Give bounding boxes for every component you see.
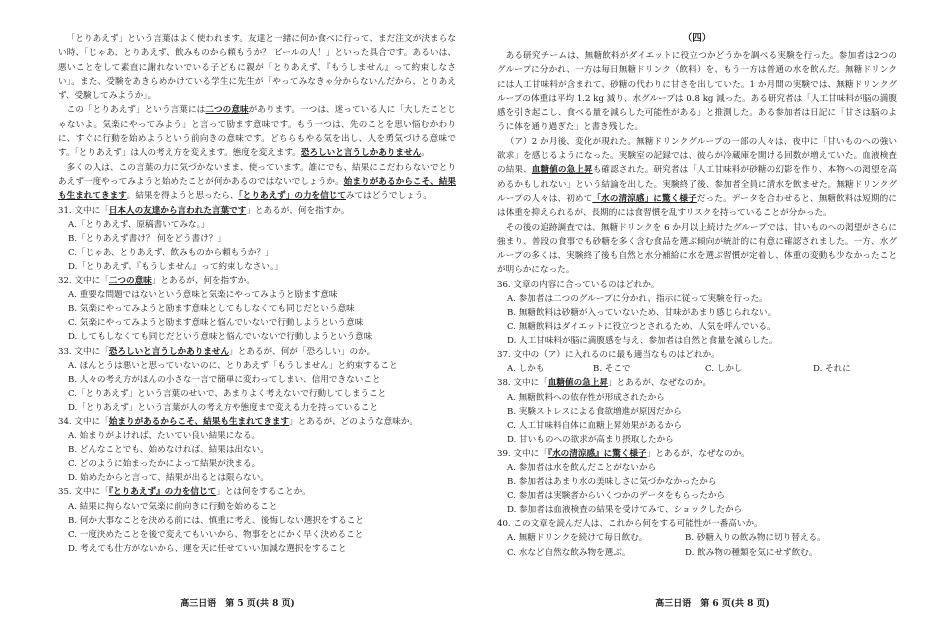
question-31 (58, 204, 456, 274)
option-a[interactable]: A.「とりあえず、原稿書いてみな。」 (68, 219, 210, 230)
question-number: 38. (497, 378, 511, 389)
option-a[interactable]: A. 参加者は水を飲んだことがないから (507, 462, 657, 473)
option-d[interactable]: D. それに (813, 364, 851, 375)
question-number: 36. (497, 279, 511, 290)
question-36 (497, 278, 897, 348)
option-a[interactable]: A. 始まりがよければ、たいてい良い結果になる。 (68, 431, 261, 442)
option-c[interactable]: C.「とりあえず」という言葉のせいで、あまりよく考えないで行動してしまうこと (68, 388, 387, 399)
option-b[interactable]: B.「とりあえず書け？ 何をどう書け？」 (68, 233, 226, 244)
option-b[interactable]: B. 砂糖入りの飲み物に切り替える。 (685, 533, 826, 544)
question-number: 39. (497, 448, 511, 459)
question-number: 34. (58, 416, 72, 427)
option-a[interactable]: A. 重要な問題ではないという意味と気楽にやってみようと励ます意味 (68, 290, 338, 301)
question-stem (497, 278, 897, 292)
text-span: だった。データを合わせると、無糖飲料は短期的には体重を抑えられるが、長期的には食習慣を乱すリスクを持っていることが分かった。 (497, 193, 897, 219)
question-stem (497, 447, 897, 461)
section-title: （四） (682, 33, 712, 44)
text-span: 多くの人は、この言葉の力に気づかないまま、使っています。誰にでも、結果にこだわらないでとりあえず一度やってみようと始めたことが何かあるのではないでしょうか。 (58, 162, 456, 187)
option-d[interactable]: D. してもしなくても同じだという意味と悩んでいないで行動しようという意味 (68, 332, 373, 343)
right-page (475, 0, 950, 631)
text-span: 」とあるが、なぜなのか。 (646, 448, 750, 459)
passage-paragraph-2 (58, 103, 456, 160)
question-stem (497, 376, 897, 390)
option-b[interactable]: B. 無糖飲料は砂糖が入っていないため、甘味があまり感じられない。 (507, 307, 777, 318)
option-a[interactable]: A. 結果に拘らないで気楽に前向きに行動を始めること (68, 501, 278, 512)
option-b[interactable]: B. 何か大事なことを決める前には、慎重に考え、後悔しない選択をすること (68, 515, 364, 526)
option-b[interactable]: B. 実験ストレスによる食欲増進が原因だから (507, 406, 682, 417)
option-d[interactable]: D.「とりあえず」という言葉が人の考え方や態度まで変える力を持っていること (68, 402, 379, 413)
option-b[interactable]: B. どんなことでも、始めなければ、結果は出ない。 (68, 445, 269, 456)
text-span: この「とりあえず」という言葉には (66, 105, 206, 116)
question-number: 31. (58, 205, 72, 216)
text-span: 文章の内容に合っているのはどれか。 (513, 279, 660, 290)
option-c[interactable]: C. しかし (705, 364, 743, 375)
option-b[interactable]: B. そこで (593, 364, 631, 375)
question-stem (58, 485, 456, 499)
question-37 (497, 348, 897, 376)
underlined-phrase: 日本人の友達から言われた言葉です (108, 205, 247, 216)
text-span: 」とあるが、どのような意味か。 (289, 416, 419, 427)
option-d[interactable]: D. 始めたからと言って、結果が出るとは限らない。 (68, 473, 269, 484)
text-span: 」とあるが、何を指すか。 (151, 276, 255, 287)
question-number: 40. (497, 519, 511, 530)
underlined-phrase-scary: 恐ろしいと言うしかありません (300, 148, 422, 159)
underlined-phrase-two-meanings: 二つの意味 (205, 105, 249, 116)
option-c[interactable]: C. 水など自然な飲み物を選ぶ。 (507, 547, 631, 558)
underlined-phrase: 始まりがあるからこそ、結果も生まれてきます (108, 416, 290, 427)
option-a[interactable]: A. ほんとうは悪いと思っていないのに、とりあえず「もうしません」と約束すること (68, 360, 398, 371)
text-span: 文中に「 (74, 487, 109, 498)
passage-paragraph-1: 「とりあえず」という言葉はよく使われます。友達と一緒に何か食べに行って、まだ注文が決まらない時、「じゃあ、とりあえず、飲みものから頼もうか？ ビールの人！」といった具合です。あるいは、悪いことをして素直に謝れないでいる子どもに親が「とりあえず、『もうしません』って約束しなさい」。また、受験をあきらめかけている学生に先生が「やってみなきゃ分からないんだから、とりあえず、受験してみようか」。 (58, 34, 456, 102)
option-c[interactable]: C. 一度決めたことを後で変えてもいいから、物事をとにかく早く決めること (68, 529, 364, 540)
underlined-phrase: 二つの意味 (108, 276, 152, 287)
underlined-phrase: 『水の清涼感』に驚く様子 (547, 448, 647, 459)
text-span: 文中の（ア）に入れるのに最も適当なものはどれか。 (513, 350, 720, 361)
text-span: 」とあるが、何が「恐ろしい」のか。 (229, 346, 376, 357)
passage-paragraph-2 (497, 135, 897, 221)
underlined-phrase: 恐ろしいと言うしかありません (108, 346, 230, 357)
right-column (497, 32, 897, 560)
underlined-phrase-beginning: 始まりがあるからこそ、結果も生まれてきます (58, 176, 456, 202)
option-a[interactable]: A. 無糖飲料への依存性が形成されたから (507, 392, 665, 403)
question-number: 32. (58, 276, 72, 287)
question-40 (497, 517, 897, 559)
question-32 (58, 274, 456, 344)
question-34 (58, 415, 456, 485)
options-grid (507, 531, 897, 559)
underlined-phrase-water: 「水の清涼感」に驚く様子 (592, 193, 697, 204)
option-b[interactable]: B. 人々の考え方がほんの小さな一言で簡単に変わってしまい、信用できないこと (68, 374, 381, 385)
option-c[interactable]: C. 無糖飲料はダイエットに役立つとされるため、人気を呼んでいる。 (507, 322, 776, 333)
option-a[interactable]: A. しかも (507, 364, 545, 375)
page-footer: 高三日语 第 5 页(共 8 页) (180, 599, 295, 609)
text-span: 文中に「 (74, 205, 109, 216)
question-stem (58, 345, 456, 359)
option-c[interactable]: C. 気楽にやってみようと励ます意味と悩んでいないで行動しようという意味 (68, 318, 364, 329)
text-span: この文章を読んだ人は、これから何をする可能性が一番高いか。 (513, 519, 763, 530)
option-a[interactable]: A. 無糖ドリンクを続けて毎日飲む。 (507, 533, 648, 544)
passage-paragraph-1: ある研究チームは、無糖飲料がダイエットに役立つかどうかを調べる実験を行った。参加者は2つのグループに分かれ、一方は毎日無糖ドリンク（飲料）を、もう一方は普通の水を飲んだ。無糖ドリンクには人工甘味料が含まれて、砂糖の代わりに甘さを出していた。1 か月間の実験では、無糖ドリンクグループの体重は平均 1.2 kg 減り、水グループは 0.8 kg 減った。ある研究者は「人工甘味料が脳の満腹感を引き起こし、食べる量を減らした可能性がある」と推測した。ある参加者は日記に「甘さは脳のように体を通り過ぎた」と書き残した。 (497, 51, 897, 133)
option-a[interactable]: A. 参加者は二つのグループに分かれ、指示に従って実験を行った。 (507, 293, 768, 304)
underlined-phrase-blood-sugar: 血糖値の急上昇 (531, 165, 593, 176)
question-number: 35. (58, 487, 72, 498)
option-b[interactable]: B. 気楽にやってみようと励ます意味としてもしなくても同じだという意味 (68, 304, 355, 315)
option-d[interactable]: D. 参加者は血液検査の結果を受けてみて、ショックしたから (507, 505, 743, 516)
text-span: 」とは何をすることか。 (216, 487, 311, 498)
passage-paragraph-3: その後の追跡調査では、無糖ドリンクを 6 か月以上続けたグループでは、甘いものへの渇望がさらに強まり、普段の食事でも砂糖を多く含む食品を選ぶ傾向が統計的に有意に確認されました。一方、水グループの多くは、実験終了後も自然と水分補給に水を選ぶ習慣が定着し、体重の変動も少なかったことが明らかになった。 (497, 222, 897, 276)
text-span: 。 (421, 148, 430, 159)
question-stem (58, 274, 456, 288)
question-stem (497, 517, 897, 531)
options-row (507, 362, 897, 376)
question-number: 33. (58, 346, 72, 357)
option-d[interactable]: D. 人工甘味料が脳に満腹感を与え、参加者は自然と食量を減らした。 (507, 336, 778, 347)
underlined-phrase: 『とりあえず』の力を信じて (108, 487, 217, 498)
text-span: 文中に「 (74, 276, 109, 287)
option-d[interactable]: D. 飲み物の種類を気にせず飲む。 (685, 547, 818, 558)
page-footer: 高三日语 第 6 页(共 8 页) (655, 599, 770, 609)
text-span: 。結果を得ようと思ったら、 (126, 191, 239, 202)
text-span: があります。一つは、迷っている人に「大したことじゃないよ。気楽にやってみよう」と言って励ます意味です。もう一つは、先のことを思い悩むかわりに、すぐに行動を始めようという前向きの意味です。どちらもやる気を出し、人を勇気づける意味です。「とりあえず」は人の考え方を変えます。態度を変えます。 (58, 105, 456, 159)
option-d[interactable]: D. 甘いものへの欲求が高まり摂取したから (507, 434, 674, 445)
passage-paragraph-3 (58, 161, 456, 204)
question-stem (58, 204, 456, 218)
question-stem (497, 348, 897, 362)
option-c[interactable]: C. 参加者は実験者からいくつかのデータをもらったから (507, 491, 725, 502)
text-span: 文中に「 (74, 346, 109, 357)
question-38 (497, 376, 897, 446)
underlined-phrase: 血糖値の急上昇 (547, 378, 608, 389)
option-c[interactable]: C. どのように始まったかによって結果が決まる。 (68, 459, 261, 470)
option-b[interactable]: B. 参加者はあまり水の美味しさに気づかなかったから (507, 477, 717, 488)
text-span: みてはどうでしょう。 (345, 191, 432, 202)
text-span: 」とあるが、何を指すか。 (246, 205, 350, 216)
left-column (58, 32, 456, 556)
text-span: 文中に「 (513, 448, 548, 459)
question-39 (497, 447, 897, 517)
text-span: 文中に「 (513, 378, 548, 389)
text-span: 」とあるが、なぜなのか。 (607, 378, 712, 389)
text-span: 文中に「 (74, 416, 109, 427)
question-number: 37. (497, 350, 511, 361)
text-span: も確認された。研究者は「人工甘味料が砂糖の幻影を作り、本物への渇望を高めるかもしれない」という結論を出した。実験終了後、参加者全員に清水を飲ませた。無糖ドリンクグループの人々は、初めて (497, 165, 897, 204)
option-d[interactable]: D.「とりあえず、『もうしません』って約束しなさい。」 (68, 261, 283, 272)
text-span: （ア）2 か月後、変化が現れた。無糖ドリンクグループの一部の人々は、夜中に「甘いものへの強い欲求」を感じるようになった。実験室の記録では、彼らが冷蔵庫を開ける回数が増えていた。血液検査の結果、 (497, 136, 897, 176)
question-35 (58, 485, 456, 555)
option-d[interactable]: D. 考えても仕方がないから、運を天に任せていい加減な選択をすること (68, 543, 347, 554)
option-c[interactable]: C. 人工甘味料自体に血糖上昇効果があるから (507, 420, 683, 431)
option-c[interactable]: C.「じゃあ、とりあえず、飲みものから頼もうか？」 (68, 247, 274, 258)
question-33 (58, 345, 456, 415)
underlined-phrase-believe: 「とりあえず」の力を信じて (238, 191, 346, 202)
question-stem (58, 415, 456, 429)
